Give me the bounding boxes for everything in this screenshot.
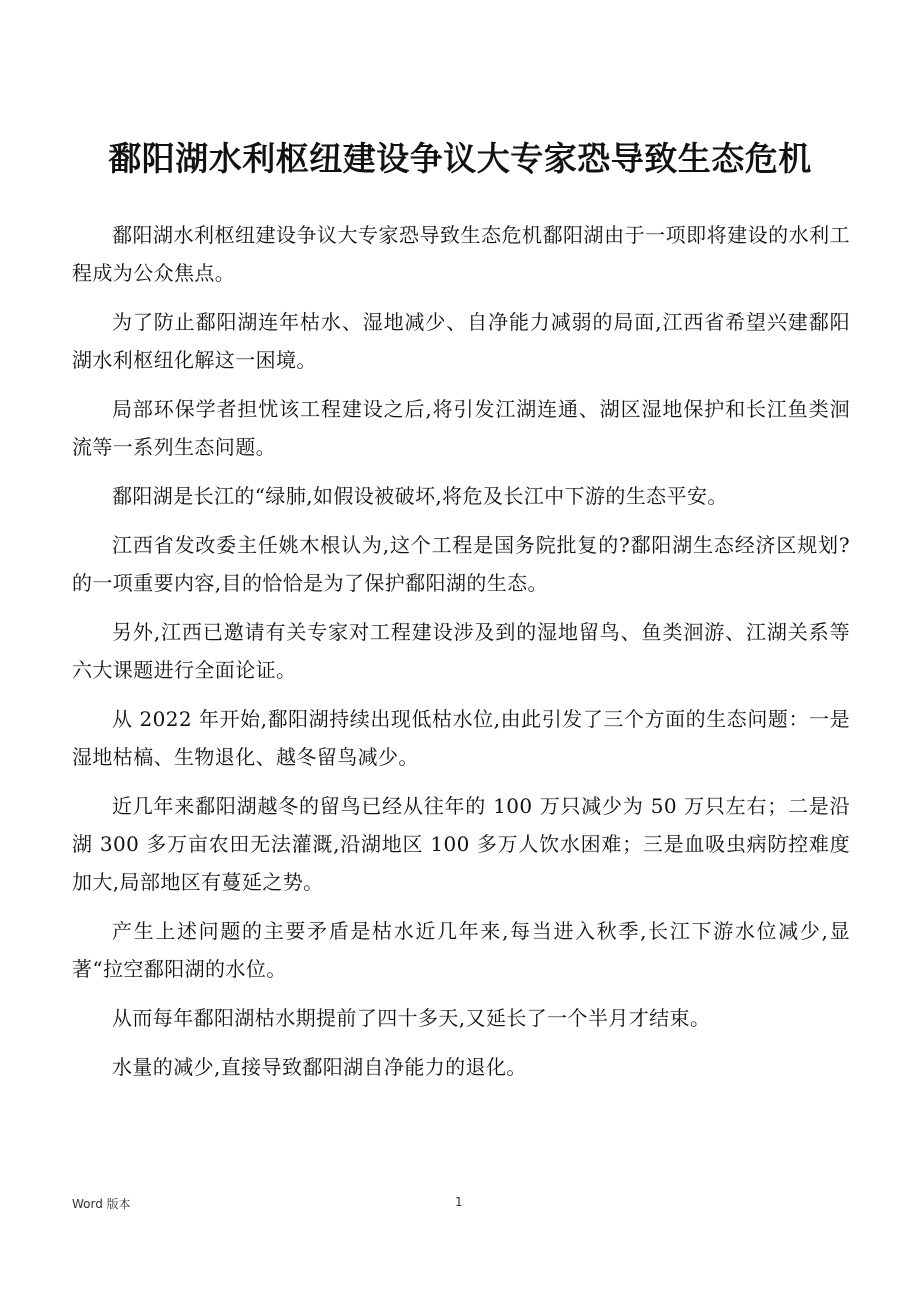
footer-page-number: 1 [455,1195,463,1209]
footer-version-label: Word 版本 [72,1197,131,1211]
document-body [72,216,850,1097]
document-title: 鄱阳湖水利枢纽建设争议大专家恐导致生态危机 [108,139,812,178]
paragraph: 近几年来鄱阳湖越冬的留鸟已经从往年的 100 万只减少为 50 万只左右；二是沿湖 300 多万亩农田无法灌溉,沿湖地区 100 多万人饮水困难；三是血吸虫病防控难度加大,局部地区有蔓延之势。 [72,794,850,894]
paragraph: 为了防止鄱阳湖连年枯水、湿地减少、自净能力减弱的局面,江西省希望兴建鄱阳湖水利枢纽化解这一困境。 [72,310,850,372]
paragraph: 鄱阳湖是长江的“绿肺,如假设被破坏,将危及长江中下游的生态平安。 [112,484,728,508]
paragraph: 局部环保学者担忧该工程建设之后,将引发江湖连通、湖区湿地保护和长江鱼类洄流等一系列生态问题。 [72,397,850,459]
paragraph: 水量的减少,直接导致鄱阳湖自净能力的退化。 [112,1055,527,1079]
paragraph: 从而每年鄱阳湖枯水期提前了四十多天,又延长了一个半月才结束。 [112,1006,711,1030]
paragraph: 产生上述问题的主要矛盾是枯水近几年来,每当进入秋季,长江下游水位减少,显著“拉空鄱阳湖的水位。 [72,919,850,981]
paragraph: 从 2022 年开始,鄱阳湖持续出现低枯水位,由此引发了三个方面的生态问题：一是湿地枯槁、生物退化、越冬留鸟减少。 [72,707,850,769]
paragraph: 鄱阳湖水利枢纽建设争议大专家恐导致生态危机鄱阳湖由于一项即将建设的水利工程成为公众焦点。 [72,223,850,285]
paragraph: 江西省发改委主任姚木根认为,这个工程是国务院批复的?鄱阳湖生态经济区规划?的一项重要内容,目的恰恰是为了保护鄱阳湖的生态。 [72,533,850,595]
paragraph: 另外,江西已邀请有关专家对工程建设涉及到的湿地留鸟、鱼类洄游、江湖关系等六大课题进行全面论证。 [72,620,850,682]
